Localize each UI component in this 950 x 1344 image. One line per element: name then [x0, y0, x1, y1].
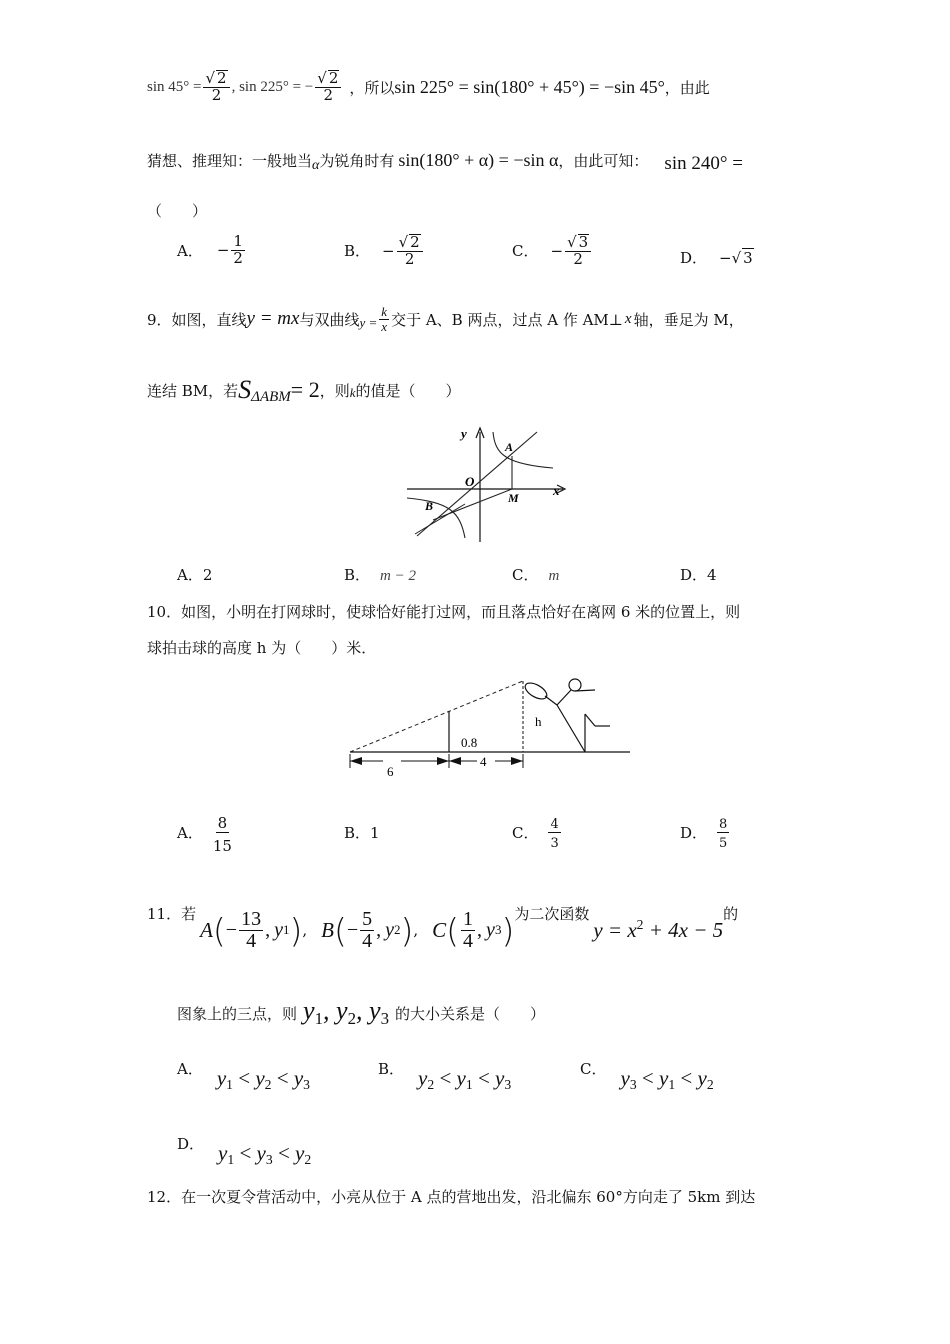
option-expr: [217, 1066, 310, 1093]
q11-line1: [147, 895, 738, 965]
q9-line1: [147, 296, 744, 342]
q10-line2: 球拍击球的高度 h 为（ ）米．: [147, 639, 377, 657]
y-var: y: [256, 1141, 266, 1165]
label-6: 6: [387, 764, 394, 779]
numerator: 1: [463, 907, 474, 930]
q8-sin45: sin 45° =: [147, 78, 202, 95]
denominator: 5: [719, 835, 728, 851]
paren-open: (: [333, 910, 347, 950]
minus-sign: −: [346, 918, 359, 941]
subscript: 1: [314, 1009, 324, 1029]
q8-thus: ，由此: [664, 78, 710, 97]
option-expr: [620, 1066, 713, 1093]
option-value: m: [548, 568, 560, 584]
q10-c-frac: [548, 818, 560, 850]
point-b-label: B: [321, 917, 334, 942]
less-than: <: [233, 1066, 256, 1090]
numerator: 3: [578, 233, 589, 251]
y-var: y: [216, 1066, 227, 1090]
minus-sign: −: [382, 241, 395, 260]
subscript: 3: [265, 1152, 273, 1168]
q10-line1: 10．如图，小明在打网球时，使球恰好能打过网，而且落点恰好在离网 6 米的位置上，则: [147, 603, 741, 621]
paren-close: ): [501, 910, 515, 950]
label-m: M: [508, 491, 519, 505]
racket-icon: [523, 680, 550, 702]
ball-path: [350, 681, 523, 752]
option-label: D．: [680, 249, 708, 267]
point-c-x: [461, 909, 475, 952]
less-than: <: [636, 1066, 659, 1090]
subscript: 2: [706, 1077, 714, 1093]
q8-den2: 2: [211, 86, 222, 104]
q8-option-d[interactable]: [680, 247, 754, 268]
comma: ,: [376, 918, 382, 941]
option-label: C．: [512, 824, 539, 842]
q9-figure: [405, 424, 575, 544]
hyperbola-lower: [407, 498, 465, 538]
subscript: 1: [282, 922, 290, 937]
q9-line2: [147, 372, 461, 408]
q8-line1: [147, 62, 710, 112]
y-var: y: [303, 996, 315, 1026]
option-label: D．: [177, 1135, 205, 1153]
segment-extra: [415, 504, 465, 534]
q11-three-points: 图象上的三点，则: [177, 1004, 298, 1023]
subscript: 2: [347, 1009, 357, 1029]
q9-area-s: S: [238, 375, 252, 404]
numerator: 8: [719, 817, 728, 832]
comma: ,: [413, 921, 419, 939]
numerator: 13: [241, 907, 262, 930]
q8-option-a[interactable]: [177, 234, 247, 267]
y-var: y: [418, 1066, 428, 1090]
point-a-x: [239, 909, 263, 952]
y-var: y: [495, 1066, 505, 1090]
less-than: <: [271, 1066, 294, 1090]
q8-acute: 为锐角时有: [319, 151, 395, 170]
q9-value: 的值是（ ）: [355, 381, 461, 400]
denominator: 15: [212, 836, 232, 855]
q10-figure: [345, 668, 635, 780]
point-b-x: [360, 909, 374, 952]
q8-alpha: α: [312, 158, 320, 173]
arrow-head: [350, 757, 362, 765]
minus-sign: −: [216, 241, 230, 260]
q9-rest2: 轴，垂足为 M，: [633, 310, 744, 329]
y-var: y: [369, 996, 381, 1026]
point-a-label: A: [200, 917, 213, 942]
less-than: <: [675, 1066, 698, 1090]
q10-option-c[interactable]: [512, 818, 563, 850]
q8-frac-neg: $\frac{√ 2}{2}$: [315, 70, 341, 104]
y-var: y: [658, 1066, 669, 1090]
option-label: C．: [512, 566, 539, 584]
subscript: 2: [304, 1152, 312, 1168]
label-b: B: [425, 499, 434, 513]
comma: ,: [477, 918, 483, 941]
comma: ,: [302, 921, 308, 939]
segment-bm: [433, 489, 512, 520]
option-label: C．: [512, 242, 539, 261]
q9-then: ，则: [319, 381, 350, 400]
label-o: O: [465, 474, 475, 489]
less-than: <: [272, 1141, 296, 1165]
option-label: B．: [344, 566, 371, 584]
q8-b-frac: $\frac{√ 2}{2}$: [397, 234, 423, 268]
q8-option-b[interactable]: [344, 234, 425, 268]
q9-k-over-x: [379, 305, 389, 333]
radicand: 3: [743, 249, 753, 267]
option-value: m − 2: [380, 568, 416, 584]
q11-line2: [177, 995, 545, 1031]
denominator: x: [381, 318, 388, 334]
label-h: h: [535, 714, 542, 729]
option-expr: [218, 1141, 311, 1168]
q11-intro: 11．若: [147, 905, 197, 923]
q11-func: [593, 917, 723, 943]
exponent: 2: [636, 916, 644, 932]
option-label: C．: [580, 1060, 607, 1078]
q8-sin225: , sin 225° = −: [231, 78, 314, 95]
label-a: A: [505, 440, 514, 454]
option-label: B．: [378, 1060, 405, 1078]
y-var: y: [274, 918, 283, 941]
minus-sign: −: [550, 241, 564, 260]
minus-sign: −: [719, 248, 732, 267]
q11-option-c[interactable]: [580, 1058, 714, 1093]
denominator: 4: [246, 929, 257, 952]
q8-den2b: 2: [323, 86, 334, 104]
subscript: 2: [394, 922, 401, 937]
q9-line-eq: y = mx: [246, 308, 300, 329]
subscript: 3: [380, 1009, 390, 1029]
func-part: + 4x − 5: [643, 918, 724, 943]
q9-rest: 交于 A、B 两点，过点 A 作 AM⊥: [391, 310, 623, 329]
q9-option-c[interactable]: [512, 564, 559, 585]
q9-area-sub: ΔABM: [251, 388, 291, 405]
y-var: y: [293, 1066, 304, 1090]
y-var: y: [255, 1066, 265, 1090]
less-than: <: [434, 1066, 457, 1090]
point-c-label: C: [432, 917, 447, 942]
q8-sin240: sin 240° =: [664, 153, 743, 174]
q11-option-d[interactable]: [177, 1133, 311, 1168]
y-var: y: [385, 918, 394, 941]
q9-xaxis: x: [624, 310, 632, 327]
y-var: y: [697, 1066, 707, 1090]
q8-blank: （ ）: [147, 202, 208, 220]
numerator: k: [381, 303, 388, 319]
comma: ,: [265, 918, 271, 941]
q8-therefore: ，所以: [349, 78, 395, 97]
denominator: 2: [573, 249, 583, 268]
q9-option-a[interactable]: A．2: [177, 566, 213, 584]
y-var: y: [218, 1141, 228, 1165]
paren-close: ): [289, 910, 303, 950]
q9-y-eq: y =: [359, 315, 378, 330]
q11-quad: 为二次函数: [514, 905, 590, 923]
q9-and: 与双曲线: [299, 310, 360, 329]
subscript: 3: [629, 1077, 637, 1093]
q9-intro: 9．如图，直线: [147, 310, 247, 329]
less-than: <: [472, 1066, 496, 1090]
q10-option-d[interactable]: [680, 818, 731, 850]
denominator: 2: [233, 248, 243, 267]
label-net-height: 0.8: [461, 735, 478, 750]
denominator: 4: [463, 929, 474, 952]
subscript: 1: [227, 1152, 235, 1168]
subscript: 2: [264, 1077, 272, 1093]
q8-option-c[interactable]: [512, 234, 593, 268]
subscript: 1: [226, 1077, 233, 1093]
q9-k: k: [349, 385, 356, 400]
option-label: A．: [177, 824, 203, 842]
subscript: 1: [668, 1077, 676, 1093]
func-part: y = x: [593, 918, 637, 943]
denominator: 2: [404, 249, 415, 268]
paren-open: (: [446, 910, 460, 950]
option-expr: [418, 1066, 511, 1093]
q11-de: 的: [723, 905, 739, 923]
y-var: y: [456, 1066, 466, 1090]
label-y: y: [461, 426, 467, 441]
q11-option-b[interactable]: [378, 1058, 511, 1093]
q10-a-frac: [211, 816, 234, 855]
numerator: 8: [217, 814, 228, 832]
q8-frac-sqrt2-over2: $\frac{√ 2}{2}$: [203, 70, 229, 104]
q9-option-b[interactable]: [344, 564, 416, 585]
numerator: 4: [550, 817, 559, 832]
arrow-head: [449, 757, 461, 765]
comma: ,: [323, 996, 337, 1026]
denominator: 3: [550, 835, 559, 851]
option-label: D．: [680, 824, 708, 842]
q10-option-a[interactable]: [177, 816, 236, 855]
denominator: 4: [362, 929, 373, 952]
q8-guess: 猜想、推理知：一般地当: [147, 151, 313, 170]
q8-eq1: sin 225° = sin(180° + 45°) = −sin 45°: [394, 76, 665, 97]
less-than: <: [234, 1141, 257, 1165]
q9-option-d[interactable]: D．4: [680, 566, 717, 584]
paren-close: ): [400, 910, 414, 950]
label-x: x: [553, 483, 560, 498]
q8-c-frac: $\frac{√ 3}{2}$: [565, 234, 591, 268]
q9-connect: 连结 BM，若: [147, 381, 239, 400]
q9-area-val: = 2: [290, 377, 320, 402]
subscript: 1: [465, 1077, 473, 1093]
q8-sqrt2: 2: [217, 69, 227, 88]
label-4: 4: [480, 754, 487, 769]
q11-relation: 的大小关系是（ ）: [395, 1004, 546, 1023]
q10-d-frac: [717, 818, 729, 850]
q10-option-b[interactable]: B．1: [344, 824, 380, 842]
minus-sign: −: [225, 918, 238, 941]
paren-open: (: [212, 910, 226, 950]
sqrt-sign: √: [731, 248, 742, 267]
q8-a-frac: [231, 234, 245, 267]
arrow-head: [437, 757, 449, 765]
subscript: 3: [504, 1077, 512, 1093]
player-icon: [545, 679, 610, 752]
q11-option-a[interactable]: [177, 1058, 310, 1093]
arrow-head: [511, 757, 523, 765]
y-var: y: [295, 1141, 305, 1165]
option-label: A．: [177, 1060, 203, 1078]
option-label: B．: [344, 242, 371, 261]
y-var: y: [620, 1066, 630, 1090]
q11-y123: [303, 996, 389, 1029]
q8-eq2: sin(180° + α) = −sin α: [398, 149, 559, 170]
y-var: y: [336, 996, 348, 1026]
numerator: 1: [233, 232, 243, 250]
line-mx: [417, 432, 537, 536]
q8-know: ，由此可知：: [558, 151, 649, 170]
numerator: 2: [410, 233, 420, 251]
y-var: y: [486, 918, 495, 941]
subscript: 2: [427, 1077, 435, 1093]
numerator: 5: [362, 907, 373, 930]
subscript: 3: [494, 922, 502, 937]
subscript: 3: [303, 1077, 310, 1093]
option-label: A．: [177, 241, 203, 260]
q8-sqrt2b: 2: [328, 69, 339, 88]
q12-line1: 12．在一次夏令营活动中，小亮从位于 A 点的营地出发，沿北偏东 60°方向走了 5km 到达: [147, 1188, 756, 1206]
q8-line2: [147, 140, 743, 180]
comma: ,: [356, 996, 370, 1026]
